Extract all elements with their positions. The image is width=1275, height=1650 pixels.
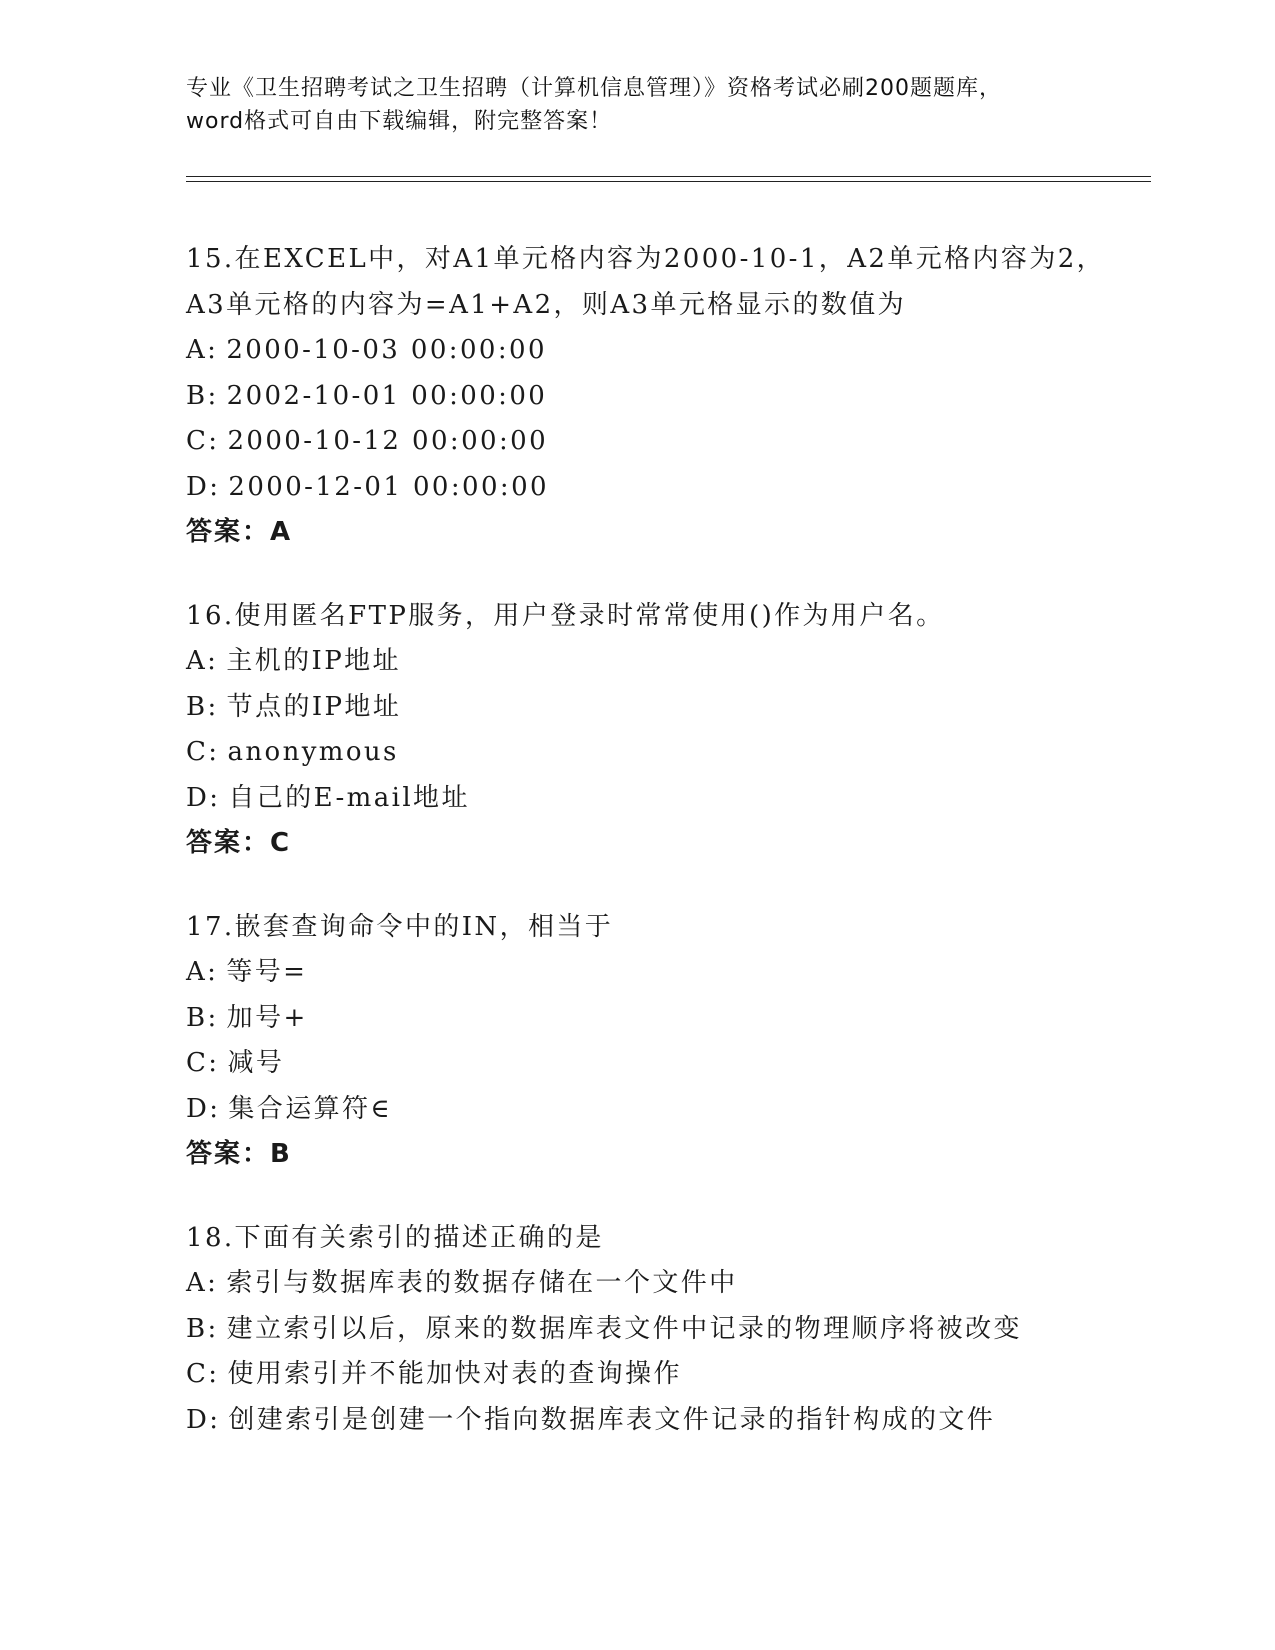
option-letter: B:: [186, 691, 219, 722]
question-text: 16.使用匿名FTP服务，用户登录时常常使用()作为用户名。: [186, 600, 945, 631]
option-c: [186, 419, 1156, 465]
option-a: [186, 1261, 1156, 1307]
option-text: 减号: [227, 1048, 285, 1078]
header-line-2: word格式可自由下载编辑，附完整答案！: [186, 109, 613, 134]
option-text: 2000-12-01 00:00:00: [228, 471, 549, 502]
question-text: A3单元格的内容为=A1+A2，则A3单元格显示的数值为: [186, 289, 907, 320]
option-d: [186, 465, 1156, 511]
option-c: [186, 1352, 1156, 1398]
option-b: [186, 374, 1156, 420]
option-letter: D:: [186, 1093, 221, 1124]
option-text: 集合运算符∈: [228, 1093, 393, 1124]
option-b: [186, 996, 1156, 1042]
option-text: 等号=: [226, 957, 308, 987]
option-letter: A:: [186, 957, 219, 987]
option-letter: B:: [186, 380, 219, 411]
question-text: 17.嵌套查询命令中的IN，相当于: [186, 911, 614, 942]
question-text: 18.下面有关索引的描述正确的是: [186, 1222, 604, 1253]
answer-line: 答案：C: [186, 828, 292, 858]
question-list: [186, 237, 1156, 1481]
option-letter: C:: [186, 426, 220, 456]
option-text: 创建索引是创建一个指向数据库表文件记录的指针构成的文件: [228, 1404, 996, 1435]
option-text: 自己的E-mail地址: [228, 782, 470, 813]
option-letter: A:: [186, 646, 219, 676]
option-letter: D:: [186, 471, 221, 502]
option-letter: C:: [186, 737, 220, 767]
option-a: [186, 639, 1156, 685]
option-d: [186, 1087, 1156, 1133]
answer-line: 答案：B: [186, 1139, 292, 1169]
option-c: [186, 1041, 1156, 1087]
header-divider-top: [186, 176, 1151, 177]
option-d: [186, 776, 1156, 822]
header-line-1: 专业《卫生招聘考试之卫生招聘（计算机信息管理）》资格考试必刷200题题库，: [186, 76, 1002, 101]
option-text: 2000-10-12 00:00:00: [227, 426, 549, 456]
option-c: [186, 730, 1156, 776]
option-a: [186, 950, 1156, 996]
option-b: [186, 1307, 1156, 1353]
answer-line: 答案：A: [186, 517, 293, 547]
option-text: anonymous: [227, 737, 399, 767]
question-text: 15.在EXCEL中，对A1单元格内容为2000-10-1，A2单元格内容为2，: [186, 244, 1106, 274]
option-text: 建立索引以后，原来的数据库表文件中记录的物理顺序将被改变: [226, 1313, 1022, 1344]
option-a: [186, 328, 1156, 374]
option-text: 2000-10-03 00:00:00: [226, 335, 547, 365]
option-letter: B:: [186, 1313, 219, 1344]
option-letter: A:: [186, 1268, 219, 1298]
option-letter: C:: [186, 1048, 220, 1078]
option-letter: C:: [186, 1359, 220, 1389]
option-letter: B:: [186, 1002, 219, 1033]
question-17: [186, 905, 1156, 1178]
question-18: [186, 1216, 1156, 1444]
option-b: [186, 685, 1156, 731]
header-divider-bottom: [186, 181, 1151, 182]
option-text: 节点的IP地址: [226, 691, 402, 722]
question-15: [186, 237, 1156, 556]
option-d: [186, 1398, 1156, 1444]
question-16: [186, 594, 1156, 867]
option-text: 主机的IP地址: [226, 646, 401, 676]
option-letter: D:: [186, 782, 221, 813]
option-text: 索引与数据库表的数据存储在一个文件中: [226, 1268, 738, 1298]
option-text: 加号+: [226, 1002, 308, 1033]
option-letter: D:: [186, 1404, 221, 1435]
option-letter: A:: [186, 335, 219, 365]
option-text: 使用索引并不能加快对表的查询操作: [227, 1359, 682, 1389]
document-header: [186, 72, 1086, 138]
option-text: 2002-10-01 00:00:00: [226, 380, 548, 411]
